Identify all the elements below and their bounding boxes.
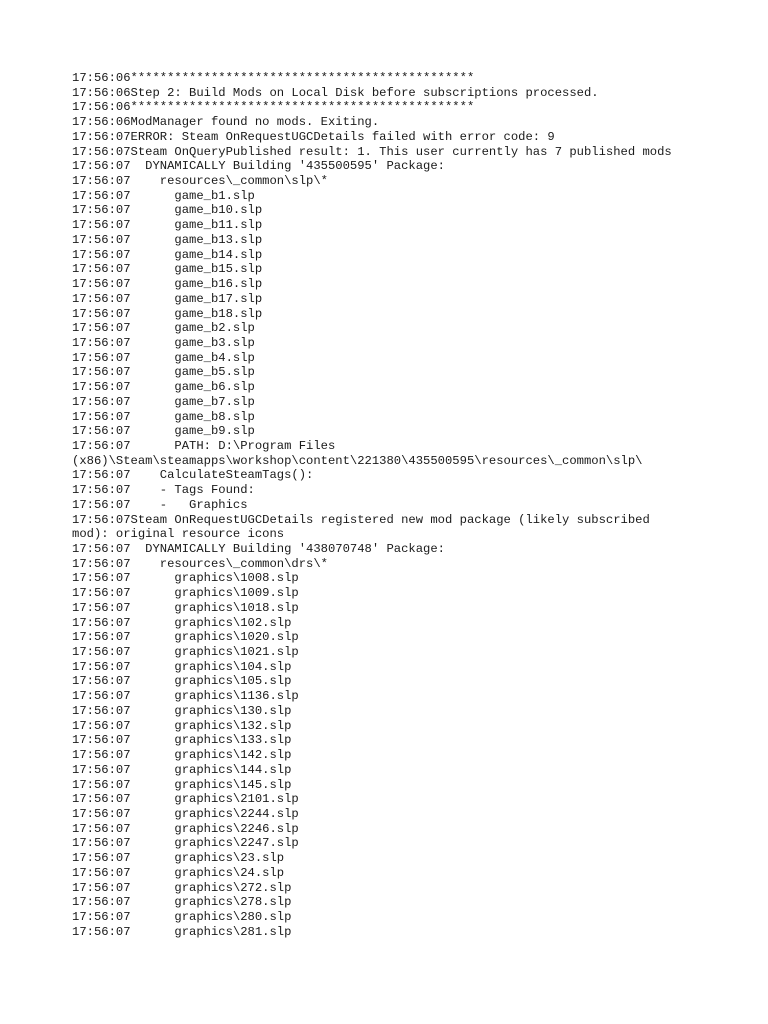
log-line: 17:56:07 game_b5.slp xyxy=(72,365,255,380)
log-line: 17:56:07 graphics\104.slp xyxy=(72,659,292,674)
log-line: 17:56:07 graphics\1136.slp xyxy=(72,689,299,704)
log-line: 17:56:07 game_b16.slp xyxy=(72,277,263,292)
log-line: 17:56:07 graphics\2101.slp xyxy=(72,792,299,807)
log-line: 17:56:07 game_b1.slp xyxy=(72,188,255,203)
log-line: 17:56:07 graphics\280.slp xyxy=(72,909,292,924)
log-line: 17:56:07 game_b18.slp xyxy=(72,306,263,321)
log-line: 17:56:07 graphics\1021.slp xyxy=(72,645,299,660)
log-line: 17:56:07 game_b3.slp xyxy=(72,335,255,350)
log-line: 17:56:07 game_b13.slp xyxy=(72,232,263,247)
log-line: 17:56:07 game_b17.slp xyxy=(72,291,263,306)
log-line: 17:56:07 graphics\1020.slp xyxy=(72,630,299,645)
log-line: 17:56:07 graphics\2247.slp xyxy=(72,836,299,851)
log-line: 17:56:07Steam OnQueryPublished result: 1. This user currently has 7 published mods xyxy=(72,144,672,159)
log-line: 17:56:06*********************************************** xyxy=(72,71,475,85)
log-line: 17:56:07 DYNAMICALLY Building '438070748' Package: xyxy=(72,542,445,556)
log-line: 17:56:07 game_b6.slp xyxy=(72,380,255,395)
log-line: 17:56:07 game_b11.slp xyxy=(72,218,263,233)
log-line: 17:56:07Steam OnRequestUGCDetails registered new mod package (likely subscribed xyxy=(72,512,650,527)
log-line: 17:56:07 resources\_common\drs\* xyxy=(72,556,328,571)
log-line: 17:56:07 game_b14.slp xyxy=(72,247,263,262)
log-line: 17:56:07 game_b7.slp xyxy=(72,394,255,409)
log-line: 17:56:07 graphics\24.slp xyxy=(72,865,285,880)
log-line: 17:56:07 graphics\2244.slp xyxy=(72,806,299,821)
log-line: (x86)\Steam\steamapps\workshop\content\221380\435500595\resources\_common\slp\ xyxy=(72,453,643,468)
log-line: 17:56:07 graphics\132.slp xyxy=(72,718,292,733)
log-line: 17:56:07 graphics\130.slp xyxy=(72,703,292,718)
log-line: 17:56:07 graphics\272.slp xyxy=(72,880,292,895)
log-line: 17:56:07 DYNAMICALLY Building '435500595' Package: xyxy=(72,159,445,174)
log-line: 17:56:07 graphics\23.slp xyxy=(72,851,285,866)
log-line: 17:56:07 game_b9.slp xyxy=(72,424,255,439)
log-line: 17:56:07 graphics\281.slp xyxy=(72,924,292,939)
log-line: 17:56:07 PATH: D:\Program Files xyxy=(72,438,336,453)
log-line: 17:56:07ERROR: Steam OnRequestUGCDetails failed with error code: 9 xyxy=(72,129,555,144)
log-line: 17:56:07 graphics\145.slp xyxy=(72,777,292,792)
log-line: 17:56:06Step 2: Build Mods on Local Disk before subscriptions processed. xyxy=(72,85,599,100)
log-line: 17:56:07 - Tags Found: xyxy=(72,483,255,498)
log-line: 17:56:07 graphics\102.slp xyxy=(72,615,292,630)
log-line: 17:56:07 game_b4.slp xyxy=(72,350,255,365)
log-line: 17:56:07 graphics\105.slp xyxy=(72,674,292,689)
log-line: mod): original resource icons xyxy=(72,527,285,542)
log-line: 17:56:07 game_b8.slp xyxy=(72,409,255,424)
log-line: 17:56:07 graphics\144.slp xyxy=(72,762,292,777)
log-line: 17:56:07 graphics\1008.slp xyxy=(72,571,299,586)
log-text-block xyxy=(72,71,712,939)
log-line: 17:56:07 game_b15.slp xyxy=(72,262,263,277)
log-line: 17:56:07 graphics\142.slp xyxy=(72,748,292,763)
log-line: 17:56:07 game_b2.slp xyxy=(72,321,255,336)
log-line: 17:56:07 graphics\278.slp xyxy=(72,895,292,910)
log-line: 17:56:07 graphics\1018.slp xyxy=(72,600,299,615)
log-line: 17:56:06ModManager found no mods. Exiting. xyxy=(72,115,380,130)
log-line: 17:56:07 game_b10.slp xyxy=(72,203,263,218)
log-line: 17:56:07 resources\_common\slp\* xyxy=(72,174,328,189)
log-line: 17:56:07 CalculateSteamTags(): xyxy=(72,468,314,483)
log-line: 17:56:07 graphics\1009.slp xyxy=(72,586,299,601)
log-line: 17:56:07 - Graphics xyxy=(72,497,248,512)
log-line: 17:56:07 graphics\133.slp xyxy=(72,733,292,748)
log-line: 17:56:07 graphics\2246.slp xyxy=(72,821,299,836)
log-line: 17:56:06*********************************************** xyxy=(72,100,475,115)
